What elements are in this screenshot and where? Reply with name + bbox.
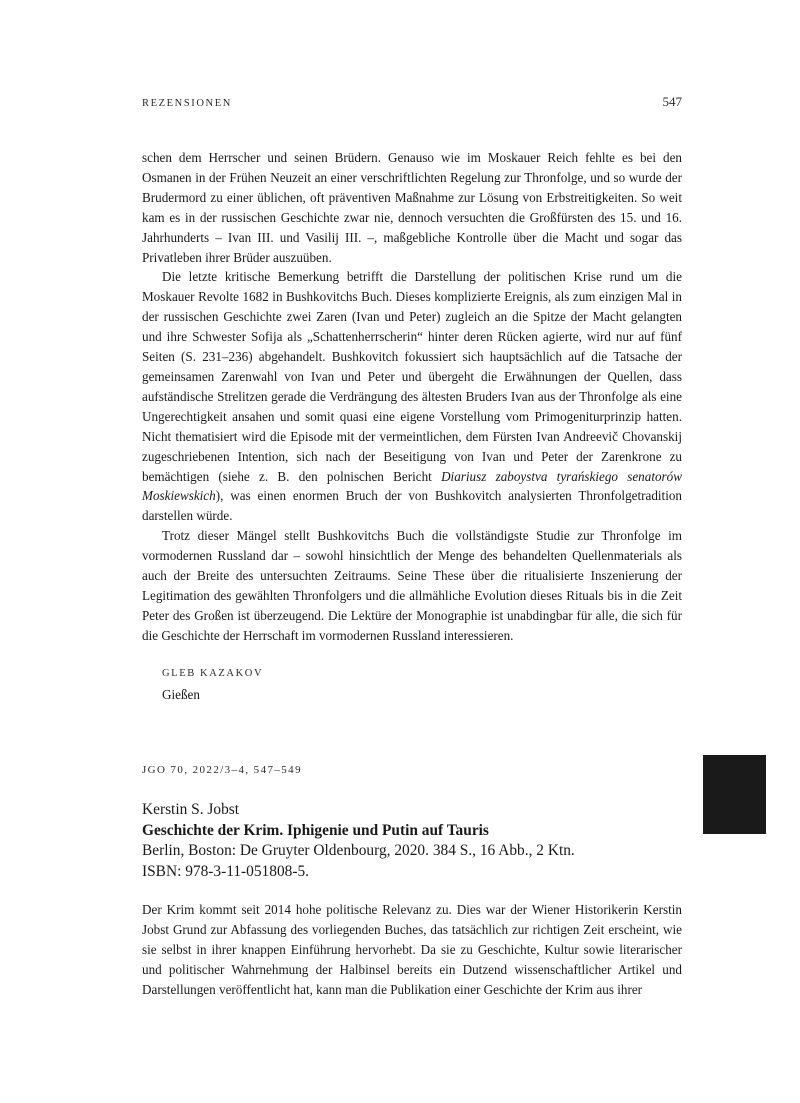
book-isbn: ISBN: 978-3-11-051808-5. — [142, 863, 310, 881]
paragraph: Trotz dieser Mängel stellt Bushkovitchs Buch die vollständigste Studie zur Thronfolge im vormodernen Russland dar – sowohl hinsichtlich der Menge des behandelten Quellenmaterials als auch der Breite des untersuchten Zeitraums. Seine These über die ritualisierte Inszenierung der Legitimation des gewählten Thronfolgers und die allmähliche Evolution dieses Rituals bis in die Zeit Peter des Großen ist überzeugend. Die Lektüre der Monographie ist unabdingbar für alle, die sich für die Geschichte der Herrschaft im vormodernen Russland interessieren. — [142, 528, 682, 643]
new-review-body — [142, 900, 682, 1000]
italic-work-title: Diariusz zaboystva tyrańskiego senatorów Moskiewskich — [142, 468, 682, 504]
book-author: Kerstin S. Jobst — [142, 801, 240, 818]
section-title: REZENSIONEN — [142, 98, 232, 109]
paragraph-text: ), was einen enormen Bruch der von Bushkovitch analysierten Thronfolgetradition darstellen würde. — [142, 488, 682, 524]
page-number: 547 — [662, 94, 682, 109]
reviewer-name: GLEB KAZAKOV — [162, 668, 264, 679]
paragraph: schen dem Herrscher und seinen Brüdern. Genauso wie im Moskauer Reich fehlte es bei den Osmanen in der Frühen Neuzeit an einer verschriftlichten Regelung zur Thronfolge, und so wurde der Brudermord zu einer üblichen, oft präventiven Maßnahme zur Lösung von Erbstreitigkeiten. So weit kam es in der russischen Geschichte zwar nie, dennoch versuchten die Großfürsten des 15. und 16. Jahrhunderts – Ivan III. und Vasilij III. –, maßgebliche Kontrolle über die Macht und sogar das Privatleben ihrer Brüder auszuüben. — [142, 150, 682, 265]
book-header — [142, 800, 682, 883]
review-continuation — [142, 148, 682, 646]
book-publication: Berlin, Boston: De Gruyter Oldenbourg, 2020. 384 S., 16 Abb., 2 Ktn. — [142, 842, 575, 860]
running-head — [142, 94, 682, 110]
book-title: Geschichte der Krim. Iphigenie und Putin auf Tauris — [142, 821, 489, 839]
paragraph-text: Die letzte kritische Bemerkung betrifft die Darstellung der politischen Krise rund um die Moskauer Revolte 1682 in Bushkovitchs Buch. Dieses komplizierte Ereignis, als zum einzigen Mal in der russischen Geschichte zwei Zaren (Ivan und Peter) zugleich an die Spitze der Macht gelangten und ihre Schwester Sofija als „Schattenherrscherin“ hinter deren Rücken agierte, wird nur auf fünf Seiten (S. 231–236) abgehandelt. Bushkovitch fokussiert sich hauptsächlich auf die Tatsache der gemeinsamen Zarenwahl von Ivan und Peter und übergeht die Erwähnungen der Quellen, dass aufständische Strelitzen gerade die Verdrängung des ältesten Bruders Ivan aus der Thronfolge als eine Ungerechtigkeit ansahen und somit quasi eine eigene Vorstellung vom Primogeniturprinzip hatten. Nicht thematisiert wird die Episode mit der vermeintlichen, dem Fürsten Ivan Andreevič Chovanskij zugeschriebenen Intention, sich nach der Beseitigung von Ivan und Peter der Zarenkrone zu bemächtigen (siehe z. B. den polnischen Bericht — [142, 269, 682, 484]
reviewer-signature — [162, 667, 263, 705]
journal-reference: JGO 70, 2022/3–4, 547–549 — [142, 764, 302, 776]
reviewer-place: Gießen — [162, 687, 200, 702]
thumb-index-tab — [703, 755, 766, 834]
paragraph — [142, 267, 682, 526]
paragraph: Der Krim kommt seit 2014 hohe politische Relevanz zu. Dies war der Wiener Historikerin Kerstin Jobst Grund zur Abfassung des vorliegenden Buches, das tatsächlich zur richtigen Zeit erscheint, wie sie selbst in ihrer knappen Einführung hervorhebt. Da sie zu Geschichte, Kultur sowie literarischer und politischer Wahrnehmung der Halbinsel bereits ein Dutzend wissenschaftlicher Artikel und Darstellungen veröffentlicht hat, kann man die Publikation einer Geschichte der Krim aus ihrer — [142, 902, 682, 997]
